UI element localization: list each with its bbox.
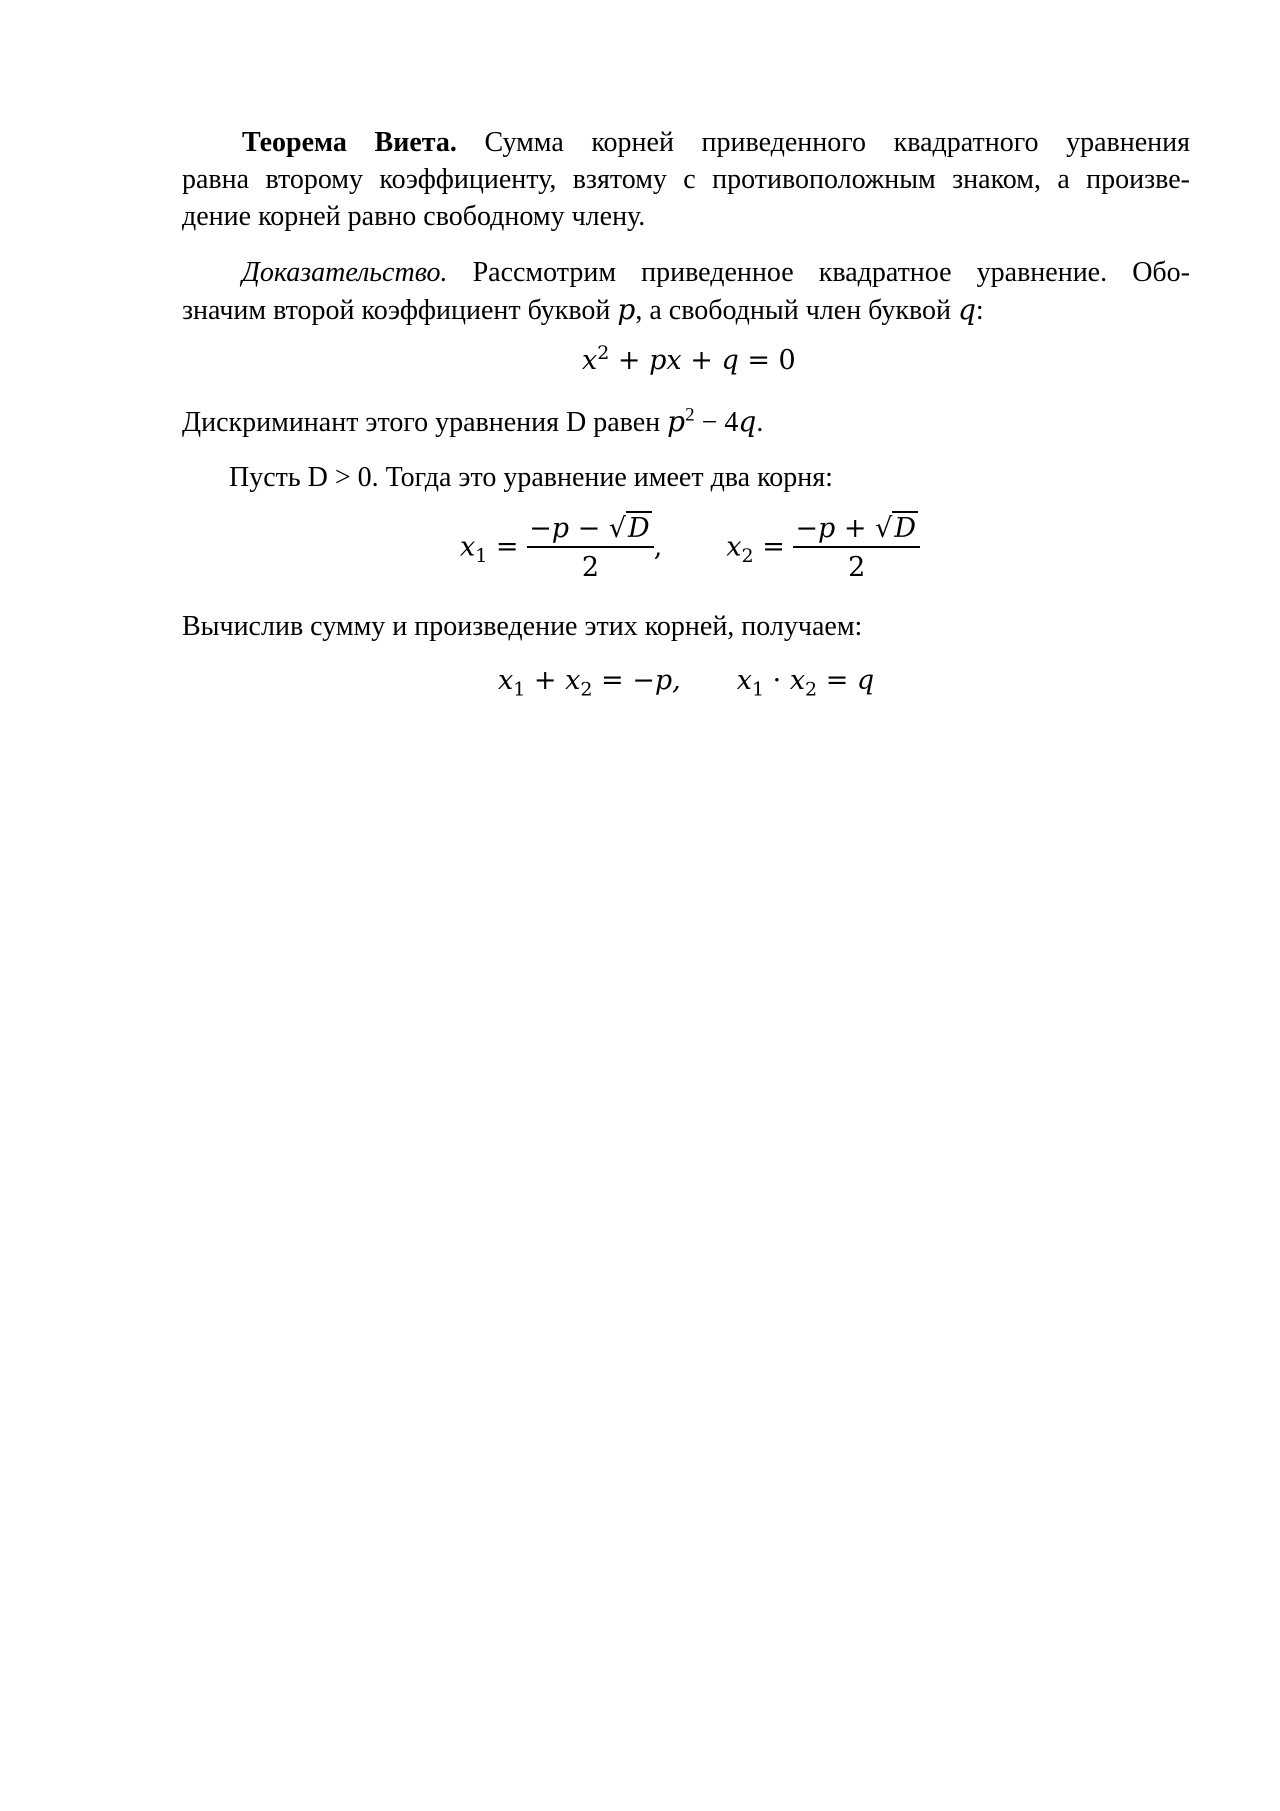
disc-minus-4: − 4 (694, 407, 739, 438)
disc-p: p (667, 405, 686, 438)
eq-exp: 2 (597, 342, 610, 364)
denominator-2: 2 (848, 552, 866, 583)
eq-px: px (649, 345, 682, 376)
discriminant-text: Дискриминант этого уравнения D равен (182, 407, 661, 438)
roots-formula (460, 513, 920, 583)
root-eq-2: = (753, 531, 794, 563)
var-q: q (957, 293, 976, 326)
sqrt-sign-1: √ (608, 513, 627, 544)
res-sub1: 1 (513, 678, 526, 701)
eq-plus-1: + (609, 345, 650, 376)
var-p: p (617, 293, 636, 326)
theorem-title: Теорема Виета. (242, 127, 457, 158)
result-formula (498, 665, 875, 701)
res-psub1: 1 (751, 678, 765, 701)
res-x2: x (565, 665, 581, 696)
calc-line: Вычислив сумму и произведение этих корней, получаем: (182, 611, 863, 642)
res-x1: x (498, 665, 514, 696)
proof-text-2c: : (975, 295, 984, 326)
theorem-line-2: равна второму коэффициенту, взятому с противоположным знаком, а произве- (182, 164, 1190, 195)
equation-main (582, 342, 796, 376)
numerator-1: −p − (529, 513, 609, 544)
disc-q: q (738, 405, 757, 438)
proof-text-2a: значим второй коэффициент буквой (182, 295, 611, 326)
eq-x: x (582, 345, 598, 376)
fraction-2 (793, 513, 920, 583)
res-prod-x2: x (789, 665, 806, 696)
disc-exp: 2 (685, 404, 695, 426)
res-plus: + (525, 665, 566, 696)
res-sum-rhs: = −p, (592, 665, 681, 696)
sqrt-d-2: D (894, 513, 916, 544)
proof-line-2 (182, 291, 1190, 329)
eq-plus-2: + (681, 345, 722, 376)
theorem-line-1 (182, 124, 1190, 161)
condition-line: Пусть D > 0. Тогда это уравнение имеет два корня: (229, 462, 833, 493)
res-dot: · (764, 665, 790, 696)
sqrt-d-1: D (628, 513, 650, 544)
proof-line-1 (182, 254, 1190, 291)
theorem-line-3: дение корней равно свободному члену. (182, 201, 646, 232)
discriminant-line (182, 403, 1190, 441)
theorem-text-1: Сумма корней приведенного квадратного уравнения (484, 127, 1191, 158)
root-eq-1: = (487, 531, 528, 563)
fraction-1 (527, 513, 654, 583)
res-prod-rhs: = q (817, 665, 875, 696)
proof-label: Доказательство. (242, 257, 448, 288)
root-comma: , (653, 531, 663, 563)
root-sub1: 1 (475, 544, 488, 567)
root-x2: x (726, 531, 742, 563)
proof-text-2b: , а свободный член буквой (635, 295, 951, 326)
res-sub2: 2 (580, 678, 593, 701)
proof-text-1: Рассмотрим приведенное квадратное уравнение. Обо- (472, 257, 1190, 288)
disc-end: . (756, 407, 764, 438)
root-x1: x (460, 531, 476, 563)
denominator-1: 2 (581, 552, 599, 583)
root-sub2: 2 (741, 544, 754, 567)
sqrt-sign-2: √ (875, 513, 893, 544)
res-psub2: 2 (805, 678, 818, 701)
res-prod-x1: x (736, 665, 752, 696)
eq-q: q (721, 345, 739, 376)
eq-zero: 0 (778, 345, 796, 376)
eq-equals: = (738, 345, 779, 376)
numerator-2: −p + (795, 513, 876, 544)
